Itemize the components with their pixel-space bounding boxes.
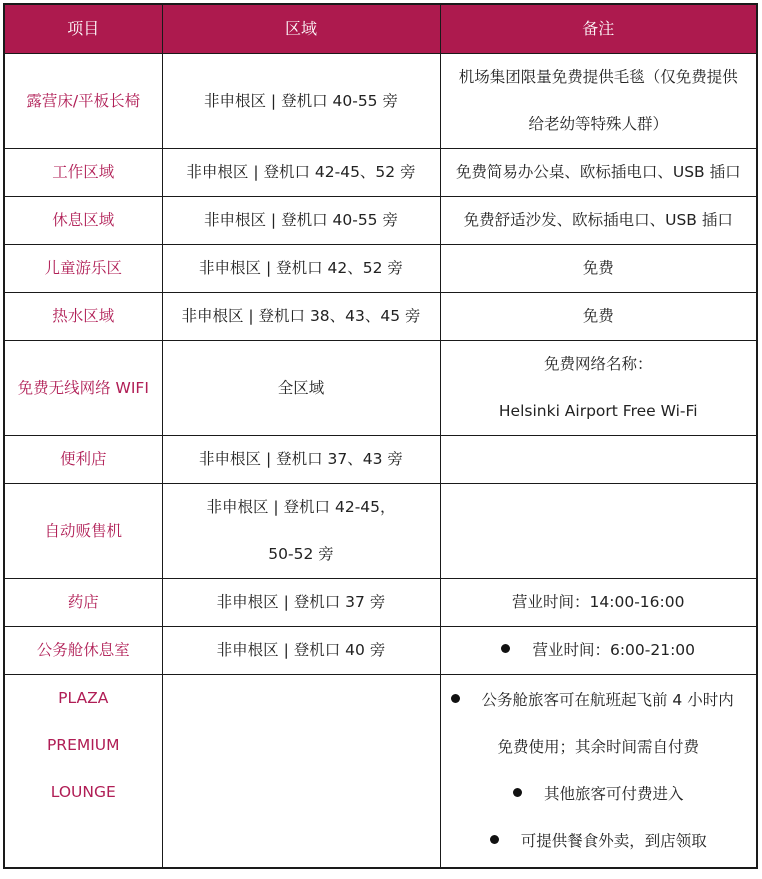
header-area: 区域: [162, 4, 440, 54]
area-text: 50-52 旁: [268, 545, 334, 563]
item-label: 药店: [67, 593, 99, 611]
facilities-table: [3, 3, 758, 869]
note-text: 其他旅客可付费进入: [543, 784, 684, 803]
item-cell: [4, 293, 162, 341]
table-row: [4, 197, 757, 245]
table-row: [4, 245, 757, 293]
area-text: 非申根区 | 登机口 37、43 旁: [199, 450, 403, 468]
area-cell: [162, 436, 440, 484]
item-cell: [4, 436, 162, 484]
note-cell: [440, 54, 757, 149]
note-cell: [440, 149, 757, 197]
item-cell: [4, 579, 162, 627]
area-text: 非申根区 | 登机口 40-55 旁: [204, 91, 398, 110]
area-cell: [162, 293, 440, 341]
area-text: 非申根区 | 登机口 37 旁: [216, 593, 386, 611]
note-text: 免费舒适沙发、欧标插电口、USB 插口: [463, 211, 733, 229]
item-cell: [4, 341, 162, 436]
table-row: [4, 54, 757, 149]
note-text: 可提供餐食外卖，到店领取: [520, 831, 707, 850]
note-bullet-line: [445, 627, 753, 674]
area-text: 非申根区 | 登机口 38、43、45 旁: [181, 307, 421, 325]
header-note: 备注: [440, 4, 757, 54]
area-cell: [162, 341, 440, 436]
table-row: [4, 675, 757, 868]
note-text: 公务舱旅客可在航班起飞前 4 小时内: [481, 690, 734, 709]
note-text: 免费: [582, 259, 614, 277]
note-text: 免费网络名称：: [543, 355, 653, 373]
bullet-icon: [490, 835, 499, 844]
table-row: [4, 627, 757, 675]
item-cell: [4, 627, 162, 675]
item-label: 热水区域: [52, 307, 115, 325]
table-row: [4, 484, 757, 579]
area-cell: [162, 627, 440, 675]
area-cell: [162, 484, 440, 579]
note-text: 免费简易办公桌、欧标插电口、USB 插口: [455, 163, 741, 181]
note-cell: [440, 245, 757, 293]
item-cell: [4, 197, 162, 245]
item-cell: [4, 484, 162, 579]
note-text: 免费: [582, 307, 614, 325]
header-row: [4, 4, 757, 54]
note-bullet-line: [445, 677, 753, 724]
item-label: 便利店: [59, 450, 107, 468]
note-text: 营业时间：14:00-16:00: [512, 593, 685, 611]
table-row: [4, 293, 757, 341]
area-cell: [162, 149, 440, 197]
area-text: 非申根区 | 登机口 42-45、52 旁: [186, 163, 416, 181]
table-row: [4, 341, 757, 436]
note-bullet-line: [445, 818, 753, 865]
item-label: PREMIUM: [46, 736, 120, 754]
item-label: 露营床/平板长椅: [26, 91, 141, 110]
area-cell: [162, 579, 440, 627]
note-cell: [440, 197, 757, 245]
area-text: 非申根区 | 登机口 40-55 旁: [204, 211, 398, 229]
area-text: 非申根区 | 登机口 40 旁: [216, 641, 386, 659]
item-label: 自动贩售机: [44, 521, 122, 540]
item-label: PLAZA: [58, 689, 109, 707]
bullet-icon: [501, 644, 510, 653]
note-cell: [440, 484, 757, 579]
note-text: 免费使用；其余时间需自付费: [497, 737, 699, 756]
note-bullet-line: [445, 771, 753, 818]
note-text: 机场集团限量免费提供毛毯（仅免费提供: [458, 68, 738, 86]
item-label: 公务舱休息室: [36, 641, 130, 659]
area-text: 全区域: [277, 378, 325, 397]
note-cell: [440, 675, 757, 868]
note-text: 营业时间：6:00-21:00: [532, 641, 696, 659]
table-row: [4, 149, 757, 197]
area-cell: [162, 54, 440, 149]
item-label: 免费无线网络 WIFI: [17, 378, 149, 397]
item-label: 休息区域: [52, 211, 115, 229]
area-cell: [162, 245, 440, 293]
header-item: 项目: [4, 4, 162, 54]
item-label: LOUNGE: [50, 783, 116, 801]
bullet-icon: [451, 694, 460, 703]
item-cell: [4, 675, 162, 868]
item-label: 儿童游乐区: [44, 259, 122, 277]
note-cell: [440, 293, 757, 341]
item-cell: [4, 54, 162, 149]
area-text: 非申根区 | 登机口 42-45，: [206, 498, 396, 516]
note-cell: [440, 341, 757, 436]
table-row: [4, 436, 757, 484]
area-cell: [162, 197, 440, 245]
area-cell: [162, 675, 440, 868]
note-cell: [440, 579, 757, 627]
bullet-icon: [513, 788, 522, 797]
note-line: [445, 724, 753, 771]
table-row: [4, 579, 757, 627]
note-text: 给老幼等特殊人群）: [528, 115, 668, 133]
note-cell: [440, 627, 757, 675]
item-cell: [4, 245, 162, 293]
item-cell: [4, 149, 162, 197]
note-cell: [440, 436, 757, 484]
area-text: 非申根区 | 登机口 42、52 旁: [199, 259, 403, 277]
wifi-network-name: Helsinki Airport Free Wi-Fi: [498, 402, 698, 420]
item-label: 工作区域: [52, 163, 115, 181]
